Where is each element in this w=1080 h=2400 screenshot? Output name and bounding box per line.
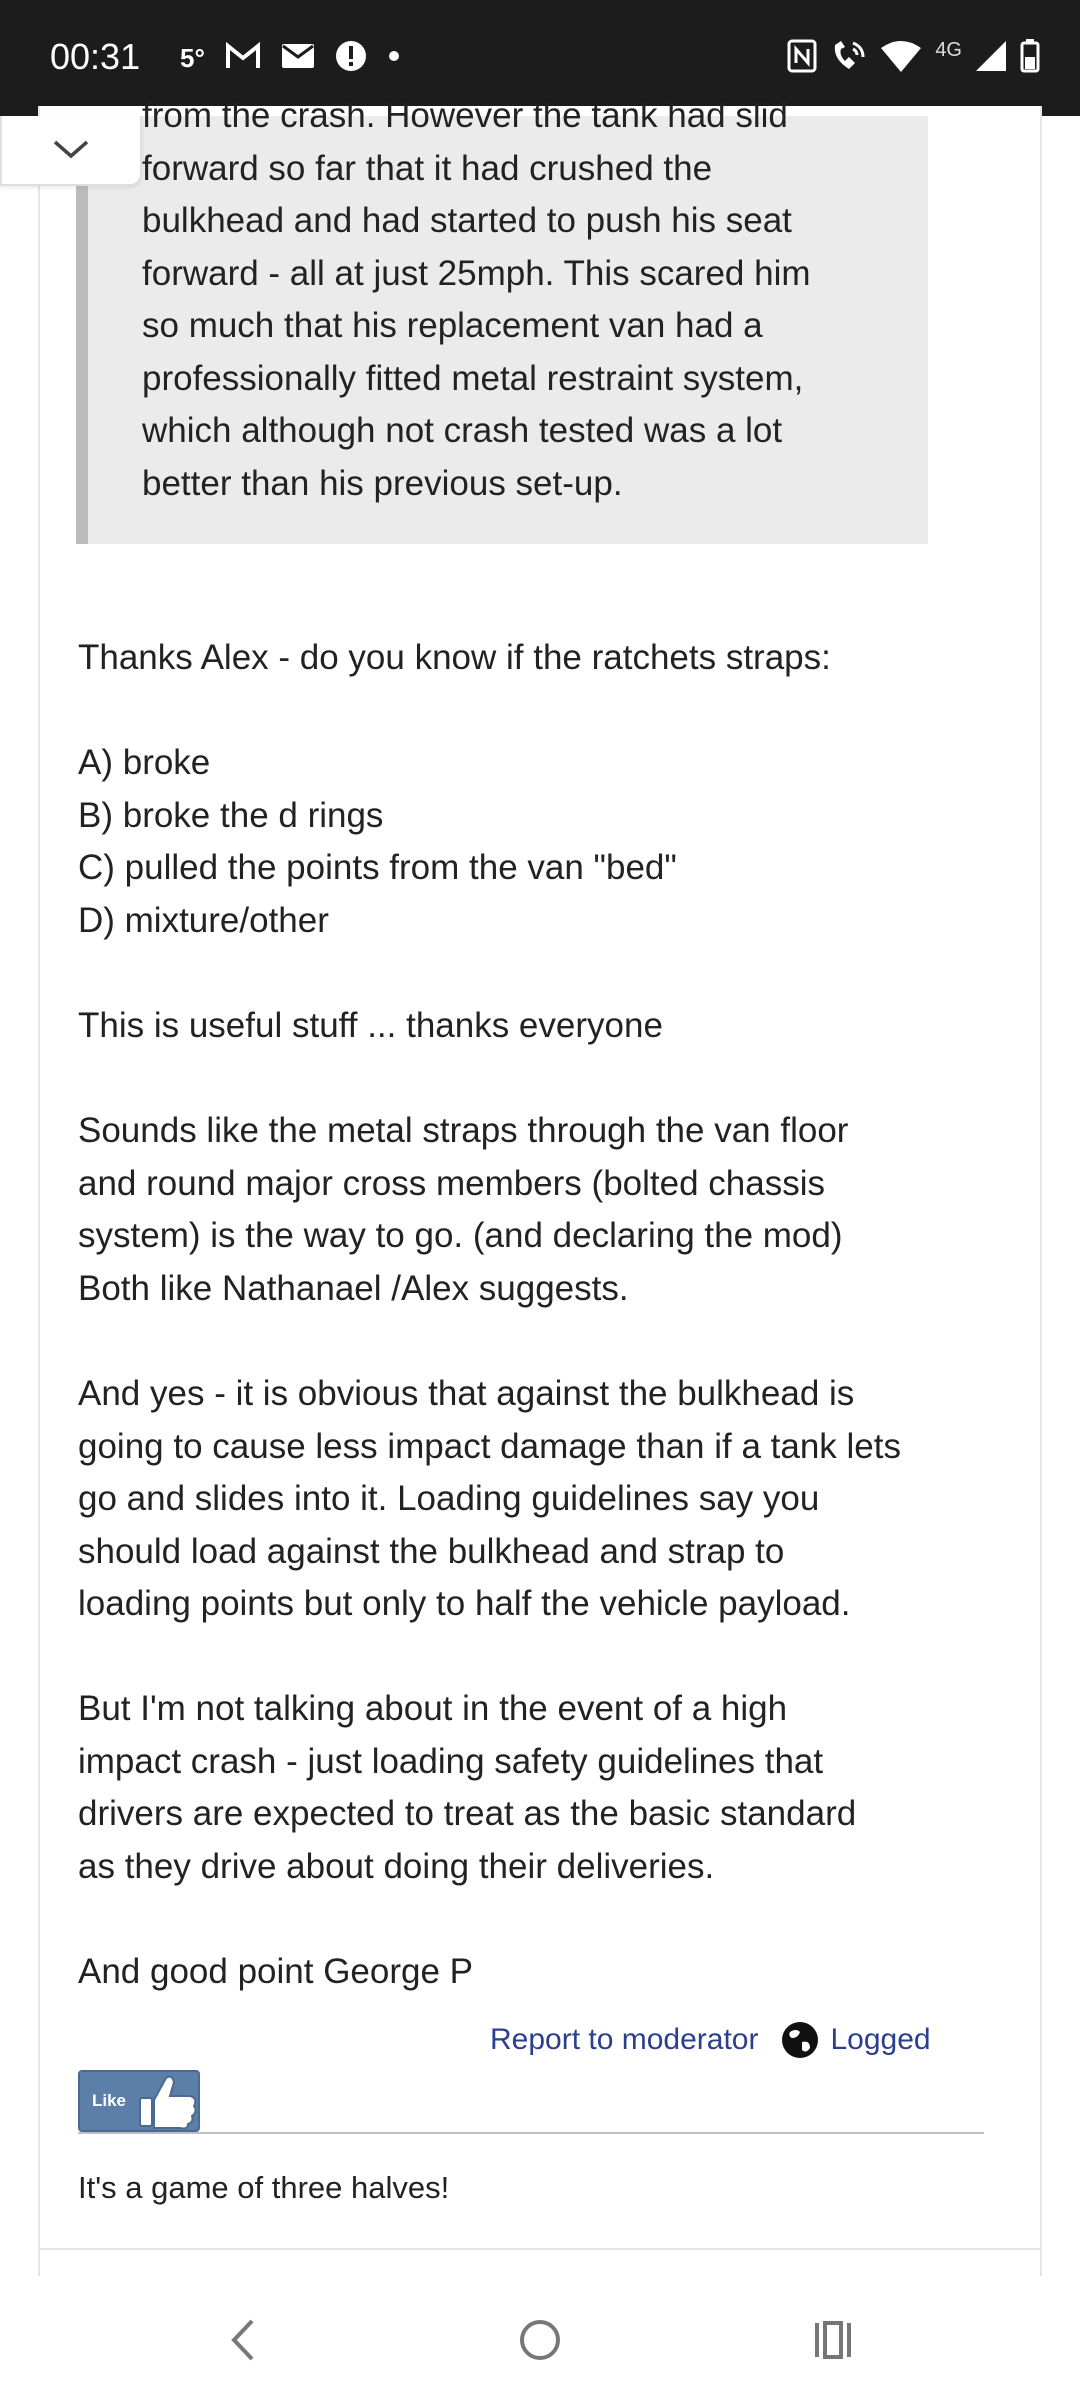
quote-line: from the crash. However the tank had slid bbox=[142, 96, 788, 135]
thumbs-up-icon bbox=[136, 2070, 200, 2132]
quote-line: better than his previous set-up. bbox=[142, 463, 623, 503]
post-useful: This is useful stuff ... thanks everyone bbox=[78, 1006, 663, 1045]
option-item: D) mixture/other bbox=[78, 900, 329, 940]
report-to-moderator-link[interactable]: Report to moderator bbox=[490, 2023, 759, 2056]
wifi-calling-icon bbox=[831, 39, 867, 78]
quote-line: so much that his replacement van had a bbox=[142, 306, 763, 345]
options-list bbox=[78, 737, 978, 947]
chevron-down-icon bbox=[51, 138, 91, 162]
nfc-icon bbox=[787, 39, 817, 78]
alert-icon bbox=[335, 40, 367, 77]
quote-line: forward - all at just 25mph. This scared him bbox=[142, 253, 811, 293]
post-paragraph-metal-straps bbox=[78, 1105, 978, 1315]
paragraph-line: Sounds like the metal straps through the van floor bbox=[78, 1111, 849, 1150]
paragraph-line: system) is the way to go. (and declaring the mod) bbox=[78, 1216, 843, 1255]
signature-divider bbox=[78, 2132, 984, 2134]
navigation-bar bbox=[0, 2276, 1080, 2400]
logged-status: Logged bbox=[830, 2023, 931, 2056]
battery-icon bbox=[1020, 39, 1040, 78]
home-icon bbox=[515, 2315, 565, 2365]
quote-line: which although not crash tested was a lot bbox=[142, 411, 783, 450]
wifi-icon bbox=[881, 40, 921, 77]
like-label: Like bbox=[92, 2091, 127, 2110]
dot-icon bbox=[387, 49, 401, 68]
quote-line: bulkhead and had started to push his seat bbox=[142, 201, 792, 240]
globe-icon bbox=[780, 2020, 820, 2060]
post-closing: And good point George P bbox=[78, 1952, 474, 1991]
network-type-label: 4G bbox=[935, 38, 962, 61]
paragraph-line: go and slides into it. Loading guidelines say you bbox=[78, 1479, 820, 1518]
recents-icon bbox=[809, 2315, 859, 2365]
system-icons bbox=[787, 36, 1040, 80]
paragraph-line: And yes - it is obvious that against the bulkhead is bbox=[78, 1374, 855, 1413]
post-bottom-divider bbox=[38, 2248, 1042, 2250]
paragraph-line: loading points but only to half the vehicle payload. bbox=[78, 1584, 851, 1623]
option-item: C) pulled the points from the van "bed" bbox=[78, 848, 677, 887]
user-signature: It's a game of three halves! bbox=[78, 2170, 450, 2205]
post-actions bbox=[490, 2016, 931, 2064]
mail-icon bbox=[281, 43, 315, 74]
paragraph-line: should load against the bulkhead and strap to bbox=[78, 1531, 785, 1571]
paragraph-line: impact crash - just loading safety guidelines that bbox=[78, 1741, 824, 1781]
paragraph-line: and round major cross members (bolted chassis bbox=[78, 1163, 825, 1203]
nav-recents-button[interactable] bbox=[794, 2300, 874, 2380]
option-item: B) broke the d rings bbox=[78, 795, 384, 835]
quote-line: professionally fitted metal restraint system, bbox=[142, 358, 804, 398]
paragraph-line: drivers are expected to treat as the basic standard bbox=[78, 1794, 857, 1833]
quote-text bbox=[142, 90, 902, 510]
signal-icon bbox=[976, 41, 1006, 76]
paragraph-line: But I'm not talking about in the event of a high bbox=[78, 1689, 788, 1728]
option-item: A) broke bbox=[78, 743, 211, 782]
paragraph-line: as they drive about doing their deliveries. bbox=[78, 1846, 715, 1886]
paragraph-line: going to cause less impact damage than if a tank lets bbox=[78, 1426, 901, 1466]
nav-home-button[interactable] bbox=[500, 2300, 580, 2380]
quote-block bbox=[76, 96, 928, 544]
collapse-header-button[interactable] bbox=[0, 116, 142, 186]
temperature-label: 5° bbox=[180, 42, 205, 73]
nav-back-button[interactable] bbox=[204, 2300, 284, 2380]
status-time: 00:31 bbox=[50, 36, 141, 77]
post-intro: Thanks Alex - do you know if the ratchets straps: bbox=[78, 638, 831, 677]
gmail-icon bbox=[225, 42, 261, 75]
quote-line: forward so far that it had crushed the bbox=[142, 148, 713, 188]
paragraph-line: Both like Nathanael /Alex suggests. bbox=[78, 1268, 629, 1308]
post-paragraph-bulkhead bbox=[78, 1368, 978, 1631]
back-icon bbox=[224, 2315, 264, 2365]
post-paragraph-crash bbox=[78, 1683, 978, 1893]
like-button[interactable] bbox=[78, 2070, 200, 2132]
forum-page[interactable] bbox=[0, 96, 1080, 2276]
notification-icons bbox=[180, 38, 401, 78]
